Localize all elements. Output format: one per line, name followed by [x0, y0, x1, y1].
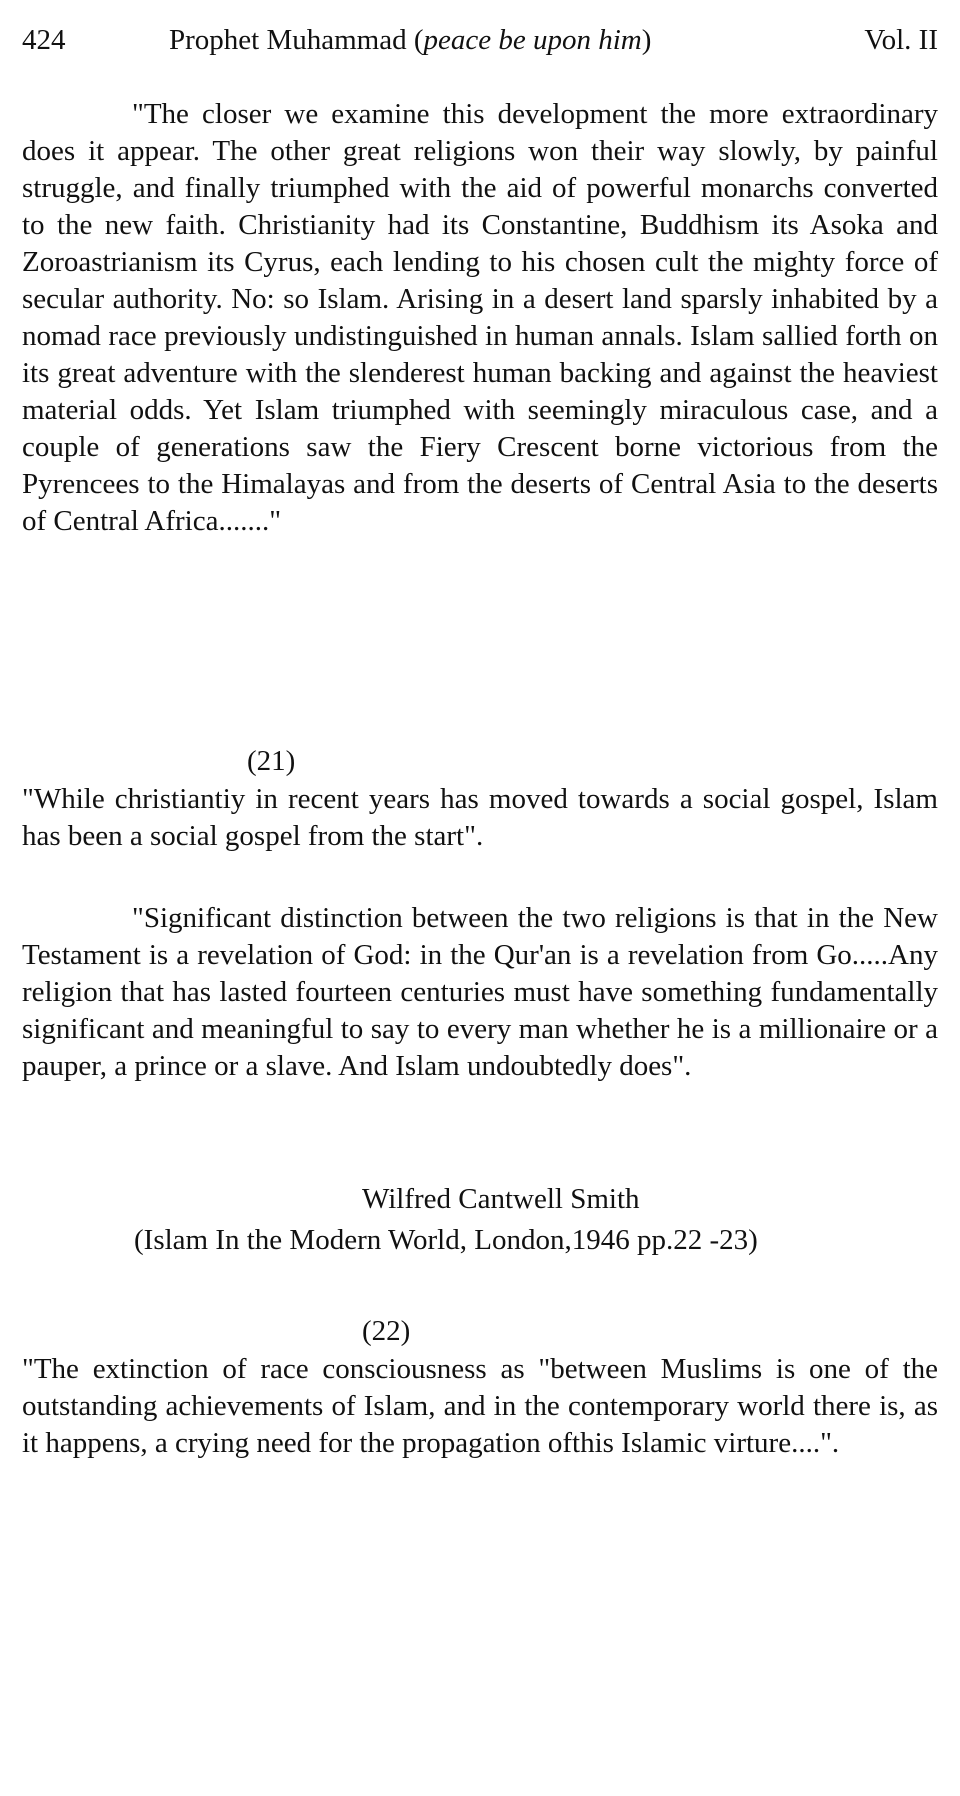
running-title [169, 18, 651, 62]
section-number-22: (22) [362, 1315, 411, 1347]
title-prefix: Prophet Muhammad ( [169, 24, 424, 56]
volume-label: Vol. II [864, 24, 938, 56]
quote-paragraph-1: "The closer we examine this development the more extraordinary does it appear. The other great religions won their way slowly, by painful struggle, and finally triumphed with the aid of powerful monarchs converted to the new faith. Christianity had its Constantine, Buddhism its Asoka and Zoroastrianism its Cyrus, each lending to his chosen cult the mighty force of secular authority. No: so Islam. Arising in a desert land sparsly inhabited by a nomad race previously undistinguished in human annals. Islam sallied forth on its great adventure with the slenderest human backing and against the heaviest material odds. Yet Islam triumphed with seemingly miraculous case, and a couple of generations saw the Fiery Crescent borne victorious from the Pyrencees to the Himalayas and from the deserts of Central Asia to the deserts of Central Africa......." [22, 98, 938, 537]
quote-paragraph-3: "Significant distinction between the two religions is that in the New Testament is a revelation of God: in the Qur'an is a revelation from Go.....Any religion that has lasted fourteen centuries must have something fundamentally significant and meaningful to say to every man whether he is a millionaire or a pauper, a prince or a slave. And Islam undoubtedly does". [22, 902, 938, 1082]
page-number: 424 [22, 24, 66, 56]
title-suffix: ) [641, 24, 652, 56]
running-header [22, 18, 938, 62]
quote-paragraph-4: "The extinction of race consciousness as "between Muslims is one of the outstanding achievements of Islam, and in the contemporary world there is, as it happens, a crying need for the propagation ofthis Islamic virture....". [22, 1353, 938, 1459]
book-page [22, 0, 938, 1796]
attribution-source: (Islam In the Modern World, London,1946 pp.22 -23) [134, 1224, 758, 1256]
quote-paragraph-2: "While christiantiy in recent years has moved towards a social gospel, Islam has been a social gospel from the start". [22, 783, 938, 852]
title-italic: peace be upon him [423, 24, 642, 56]
attribution-name: Wilfred Cantwell Smith [362, 1183, 640, 1215]
section-number-21: (21) [247, 745, 296, 777]
